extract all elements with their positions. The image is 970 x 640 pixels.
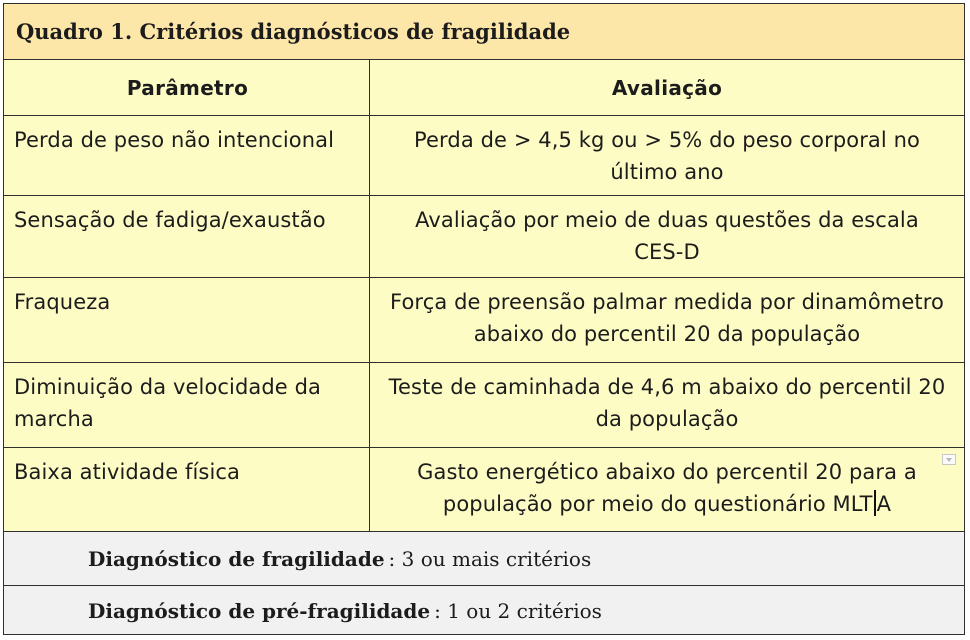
- eval-cell: Força de preensão palmar medida por dinamômetro abaixo do percentil 20 da população: [390, 290, 944, 346]
- text-cursor: [874, 490, 876, 516]
- criteria-table: [3, 3, 965, 635]
- eval-text: Gasto energético abaixo do percentil 20 para a população por meio do questionário MLT: [417, 460, 917, 516]
- header-row: [4, 60, 964, 116]
- diagnosis-label: Diagnóstico de fragilidade: [88, 546, 385, 571]
- eval-cell: Teste de caminhada de 4,6 m abaixo do percentil 20 da população: [388, 375, 946, 431]
- diagnosis-fragility-row: [4, 532, 964, 586]
- param-cell: Baixa atividade física: [4, 448, 370, 531]
- table-row: [4, 278, 964, 363]
- header-avaliacao: Avaliação: [611, 76, 723, 100]
- table-row: [4, 448, 964, 532]
- param-cell: Perda de peso não intencional: [4, 116, 370, 195]
- table-row: [4, 196, 964, 278]
- diagnosis-label: Diagnóstico de pré-fragilidade: [88, 599, 431, 623]
- diagnosis-pre-fragility-row: [4, 586, 964, 635]
- table-row: [4, 363, 964, 448]
- table-title: Quadro 1. Critérios diagnósticos de fragilidade: [16, 19, 571, 44]
- param-cell: Diminuição da velocidade da marcha: [4, 363, 370, 447]
- eval-text-tail: A: [876, 492, 892, 516]
- diagnosis-value: : 3 ou mais critérios: [388, 546, 592, 571]
- param-cell: Fraqueza: [4, 278, 370, 362]
- param-cell: Sensação de fadiga/exaustão: [4, 196, 370, 277]
- eval-cell: Perda de > 4,5 kg ou > 5% do peso corporal no último ano: [414, 128, 920, 184]
- eval-cell[interactable]: [370, 448, 964, 531]
- dropdown-arrow-icon[interactable]: [942, 454, 956, 465]
- diagnosis-value: : 1 ou 2 critérios: [434, 599, 602, 623]
- table-title-row: [4, 4, 964, 60]
- table-row: [4, 116, 964, 196]
- eval-cell: Avaliação por meio de duas questões da escala CES-D: [415, 208, 919, 264]
- header-parametro: Parâmetro: [4, 60, 370, 115]
